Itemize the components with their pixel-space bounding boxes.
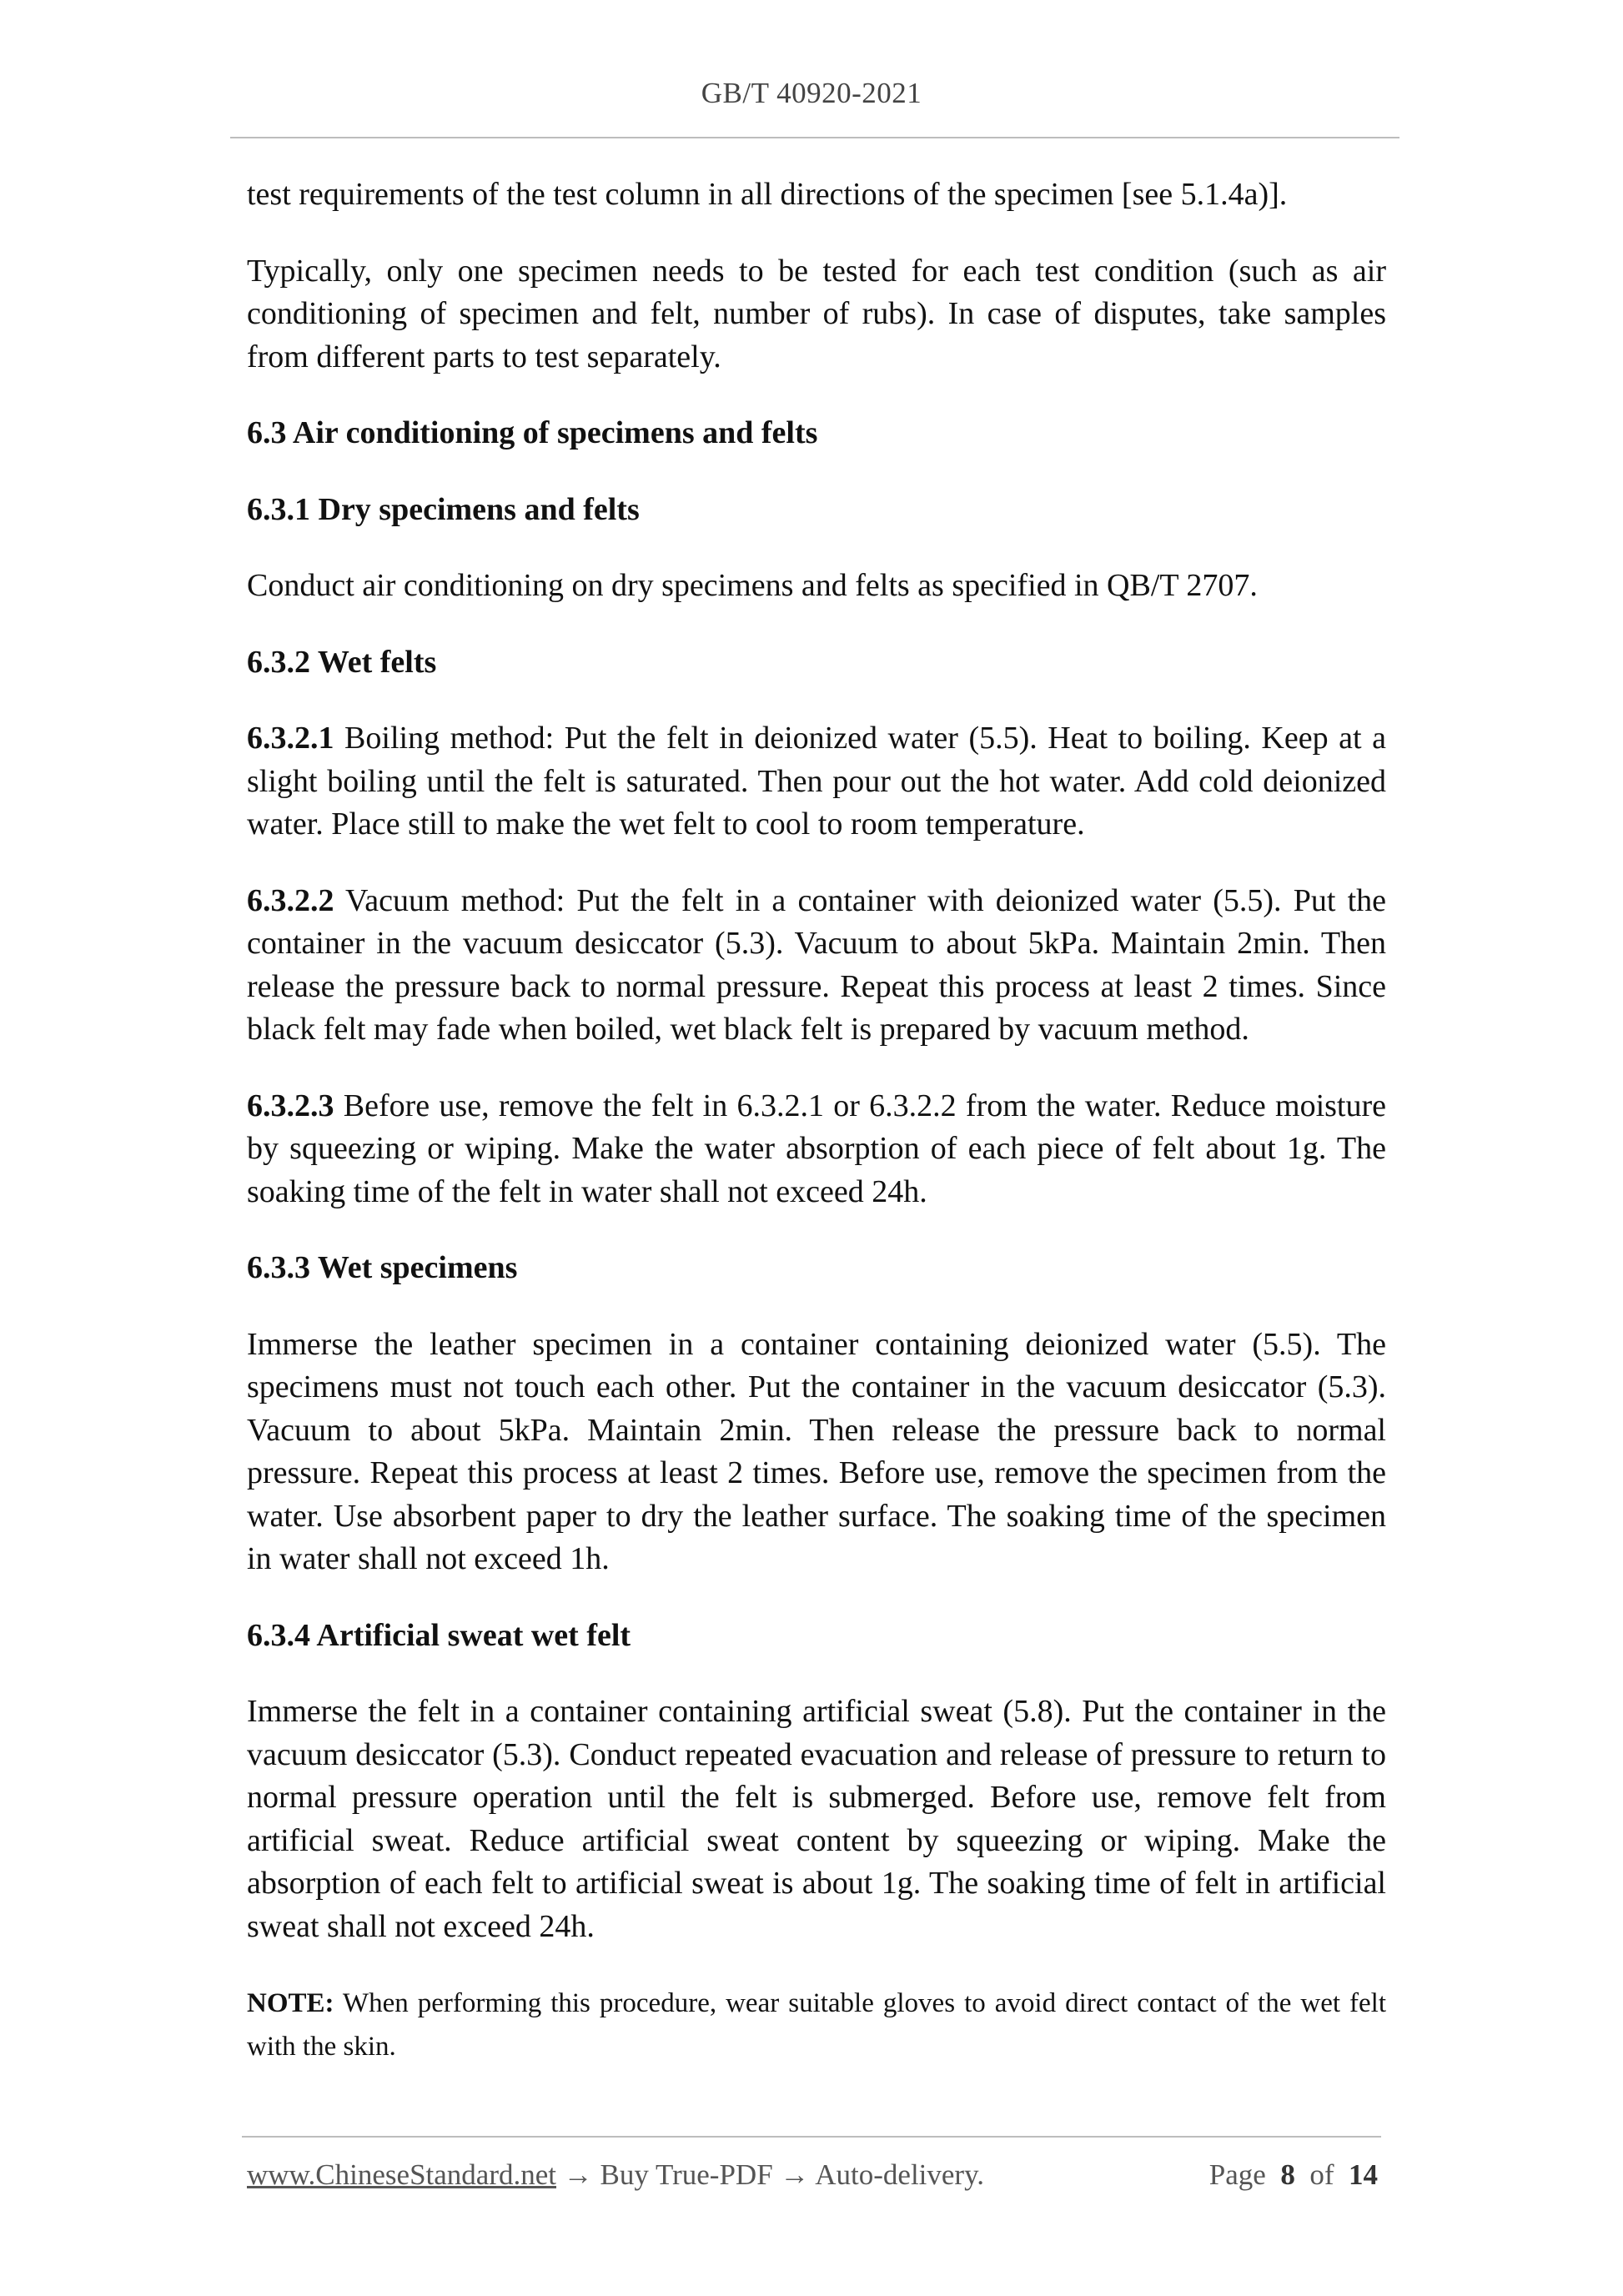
paragraph-6-3-4: Immerse the felt in a container containing artificial sweat (5.8). Put the container in the vacuum desiccator (5.3). Conduct repeated evacuation and release of pressure to return to normal pressure operation until the felt is submerged. Before use, remove felt from artificial sweat. Reduce artificial sweat content by squeezing or wiping. Make the absorption of each felt to artificial sweat is about 1g. The soaking time of felt in artificial sweat shall not exceed 24h.: [247, 1694, 1386, 1944]
of-label: of: [1309, 2158, 1334, 2191]
header-divider: [230, 137, 1399, 138]
section-heading-6-3: 6.3 Air conditioning of specimens and felts: [247, 415, 818, 450]
footer-divider: [242, 2136, 1381, 2138]
section-heading-6-3-3: 6.3.3 Wet specimens: [247, 1250, 518, 1285]
page-number: [1209, 2158, 1378, 2192]
document-body: [247, 173, 1386, 2068]
footer-promo: [247, 2158, 984, 2192]
page-label: Page: [1208, 2158, 1266, 2191]
note-paragraph: [247, 1982, 1386, 2068]
paragraph-6-3-2-2: [247, 880, 1386, 1052]
clause-number: 6.3.2.1: [247, 721, 334, 756]
buy-pdf-text: Buy True-PDF: [600, 2158, 773, 2191]
auto-delivery-text: Auto-delivery.: [815, 2158, 985, 2191]
paragraph-6-3-2-1: [247, 717, 1386, 847]
paragraph-continuation: test requirements of the test column in all directions of the specimen [see 5.1.4a)].: [247, 177, 1288, 212]
clause-text: Before use, remove the felt in 6.3.2.1 or 6.3.2.2 from the water. Reduce moisture by squeezing or wiping. Make the water absorption of each piece of felt about 1g. The soaking time of the felt in water shall not exceed 24h.: [247, 1088, 1386, 1209]
note-label: NOTE:: [247, 1988, 334, 2018]
total-pages: 14: [1349, 2158, 1378, 2191]
section-heading-6-3-4: 6.3.4 Artificial sweat wet felt: [247, 1617, 631, 1653]
clause-text: Vacuum method: Put the felt in a container with deionized water (5.5). Put the container in the vacuum desiccator (5.3). Vacuum to about 5kPa. Maintain 2min. Then release the pressure back to normal pressure. Repeat this process at least 2 times. Since black felt may fade when boiled, wet black felt is prepared by vacuum method.: [247, 882, 1386, 1047]
paragraph-6-3-3: Immerse the leather specimen in a container containing deionized water (5.5). The specimens must not touch each other. Put the container in the vacuum desiccator (5.3). Vacuum to about 5kPa. Maintain 2min. Then release the pressure back to normal pressure. Repeat this process at least 2 times. Before use, remove the specimen from the water. Use absorbent paper to dry the leather surface. The soaking time of the specimen in water shall not exceed 1h.: [247, 1326, 1386, 1576]
paragraph-6-3-2-3: [247, 1085, 1386, 1214]
website-link[interactable]: www.ChineseStandard.net: [247, 2158, 556, 2191]
document-id-header: GB/T 40920-2021: [701, 77, 922, 109]
clause-text: Boiling method: Put the felt in deionized water (5.5). Heat to boiling. Keep at a slight boiling until the felt is saturated. Then pour out the hot water. Add cold deionized water. Place still to make the wet felt to cool to room temperature.: [247, 721, 1386, 842]
arrow-right-icon: →: [556, 2158, 600, 2191]
current-page: 8: [1280, 2158, 1295, 2191]
arrow-right-icon: →: [772, 2158, 816, 2191]
section-heading-6-3-1: 6.3.1 Dry specimens and felts: [247, 491, 640, 527]
note-text: When performing this procedure, wear suitable gloves to avoid direct contact of the wet felt with the skin.: [247, 1988, 1386, 2062]
section-heading-6-3-2: 6.3.2 Wet felts: [247, 644, 437, 680]
clause-number: 6.3.2.2: [247, 882, 334, 918]
clause-number: 6.3.2.3: [247, 1088, 334, 1123]
paragraph-6-3-1: Conduct air conditioning on dry specimens and felts as specified in QB/T 2707.: [247, 568, 1258, 603]
paragraph-specimen-count: Typically, only one specimen needs to be tested for each test condition (such as air conditioning of specimen and felt, number of rubs). In case of disputes, take samples from different parts to test separately.: [247, 253, 1386, 374]
